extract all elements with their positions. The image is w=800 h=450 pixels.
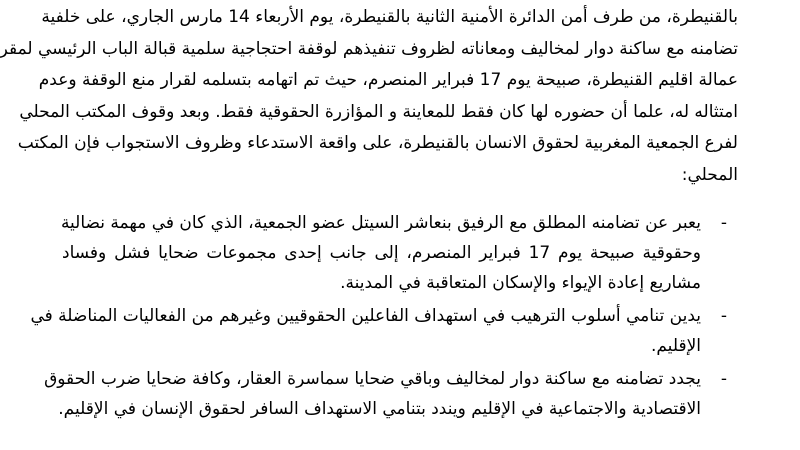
dash-marker: - (720, 213, 728, 233)
bullet-item (30, 301, 738, 361)
bullet-item (62, 208, 738, 298)
bullet-list (30, 208, 738, 427)
intro-line: بالقنيطرة، من طرف أمن الدائرة الأمنية الثانية بالقنيطرة، يوم الأربعاء 14 مارس الجاري، على خلفية (41, 7, 738, 27)
bullet-line: يدين تنامي أسلوب الترهيب في استهداف الفاعلين الحقوقيين وغيرهم من الفعاليات المناضلة في (30, 306, 701, 326)
intro-line: عمالة اقليم القنيطرة، صبيحة يوم 17 فبراير المنصرم، حيث تم اتهامه بتسلمه لقرار منع الوقفة وعدم (38, 70, 738, 90)
bullet-line: يجدد تضامنه مع ساكنة دوار لمخاليف وباقي ضحايا سماسرة العقار، وكافة ضحايا ضرب الحقوق (44, 369, 701, 389)
bullet-line: مشاريع إعادة الإيواء والإسكان المتعاقبة في المدينة. (340, 273, 701, 293)
bullet-line: الاقتصادية والاجتماعية في الإقليم ويندد بتنامي الاستهداف السافر لحقوق الإنسان في الإقليم. (58, 399, 701, 419)
intro-line: المحلي: (681, 164, 738, 185)
intro-line: امتثاله له، علما أن حضوره لها كان فقط للمعاينة و المؤازرة الحقوقية فقط. وبعد وقوف المكتب المحلي (19, 101, 738, 122)
bullet-item (44, 364, 738, 424)
bullet-line: الإقليم. (650, 336, 701, 356)
bullet-line: يعبر عن تضامنه المطلق مع الرفيق بنعاشر السيتل عضو الجمعية، الذي كان في مهمة نضالية (60, 213, 701, 233)
dash-marker: - (720, 306, 728, 326)
intro-line: تضامنه مع ساكنة دوار لمخاليف ومعاناته لظروف تنفيذهم لوقفة احتجاجية سلمية قبالة الباب الرئيسي لمقر (0, 38, 738, 59)
dash-marker: - (720, 369, 728, 389)
intro-paragraph (0, 2, 738, 191)
intro-line: لفرع الجمعية المغربية لحقوق الانسان بالقنيطرة، على واقعة الاستدعاء وظروف الاستجواب فإن المكتب (17, 133, 738, 153)
bullet-line: وحقوقية صبيحة يوم 17 فبراير المنصرم، إلى جانب إحدى مجموعات ضحايا فشل وفساد (62, 243, 701, 263)
